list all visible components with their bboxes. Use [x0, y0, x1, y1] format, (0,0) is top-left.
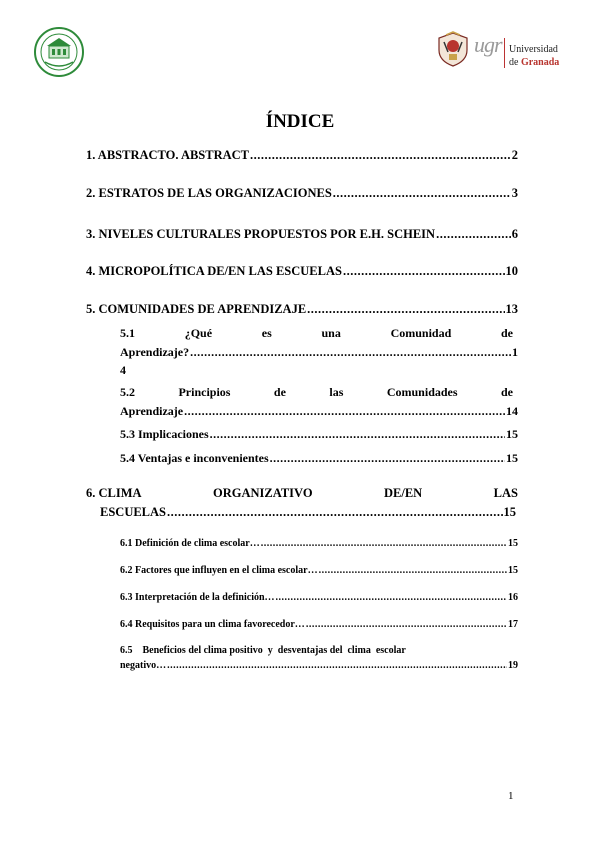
toc-label: Aprendizaje — [120, 404, 184, 418]
toc-label: 3. NIVELES CULTURALES PROPUESTOS POR E.H. SCHEIN — [86, 227, 436, 241]
toc-label: 6.3 Interpretación de la definición… — [120, 592, 275, 603]
faculty-logo-icon — [33, 26, 85, 78]
toc-word: Comunidades — [386, 385, 458, 399]
toc-entry-6-line1[interactable] — [86, 486, 518, 501]
toc-entry-3[interactable] — [86, 227, 518, 242]
toc-entry-6-2[interactable] — [120, 565, 518, 576]
toc-page: 15 — [508, 565, 518, 576]
toc-page: 15 — [506, 451, 518, 465]
toc-entry-4[interactable] — [86, 264, 518, 279]
toc-entry-1[interactable] — [86, 148, 518, 163]
logo-divider — [504, 38, 505, 68]
university-name-line2 — [509, 57, 559, 68]
toc-page-wrap: 4 — [120, 363, 126, 377]
toc-leader — [190, 345, 511, 360]
toc-label: 5.3 Implicaciones — [120, 427, 209, 441]
toc-leader — [167, 505, 503, 520]
toc-word: ¿Qué — [184, 326, 213, 340]
toc-word: las — [329, 385, 344, 399]
toc-page: 10 — [505, 264, 518, 278]
toc-leader — [306, 619, 507, 630]
toc-page: 1 — [512, 345, 518, 359]
toc-page: 15 — [506, 427, 518, 441]
toc-page: 13 — [505, 302, 518, 316]
toc-page: 2 — [511, 148, 518, 162]
toc-leader — [167, 660, 507, 671]
toc-word: LAS — [493, 486, 518, 500]
toc-page: 15 — [508, 538, 518, 549]
university-crest-icon — [434, 30, 472, 68]
toc-label: 4. MICROPOLÍTICA DE/EN LAS ESCUELAS — [86, 264, 342, 278]
toc-label: 6.1 Definición de clima escolar… — [120, 538, 260, 549]
toc-entry-2[interactable] — [86, 186, 518, 201]
toc-leader — [261, 538, 507, 549]
toc-leader — [343, 264, 505, 279]
toc-label: 2. ESTRATOS DE LAS ORGANIZACIONES — [86, 186, 332, 200]
toc-word: Principios — [178, 385, 231, 399]
toc-leader — [276, 592, 507, 603]
toc-entry-6-line2[interactable] — [100, 505, 516, 520]
toc-entry-6-1[interactable] — [120, 538, 518, 549]
toc-word: ORGANIZATIVO — [213, 486, 313, 500]
toc-label: negativo… — [120, 660, 167, 671]
toc-entry-5[interactable] — [86, 302, 518, 317]
toc-entry-5-1-line1[interactable] — [120, 326, 513, 341]
page-number: 1 — [508, 790, 514, 802]
toc-leader — [436, 227, 511, 242]
toc-label: 5.4 Ventajas e inconvenientes — [120, 451, 269, 465]
ugr-logo-text: ugr — [474, 32, 502, 57]
toc-leader — [210, 427, 505, 442]
toc-entry-5-4[interactable] — [120, 451, 518, 466]
university-name-line1: Universidad — [509, 44, 558, 55]
toc-page: 16 — [508, 592, 518, 603]
toc-word: 5.2 — [120, 385, 135, 399]
toc-leader — [333, 186, 511, 201]
toc-label: 1. ABSTRACTO. ABSTRACT — [86, 148, 250, 162]
toc-page: 15 — [503, 505, 516, 519]
toc-entry-6-4[interactable] — [120, 619, 518, 630]
toc-entry-6-3[interactable] — [120, 592, 518, 603]
toc-word: una — [321, 326, 341, 340]
toc-leader — [307, 302, 504, 317]
toc-entry-5-2-line2[interactable] — [120, 404, 518, 419]
toc-leader — [270, 451, 505, 466]
university-name-emph: Granada — [520, 57, 560, 68]
toc-page: 19 — [508, 660, 518, 671]
toc-leader — [184, 404, 505, 419]
toc-leader — [250, 148, 511, 163]
toc-entry-6-5-line2[interactable] — [120, 660, 518, 671]
toc-entry-5-3[interactable] — [120, 427, 518, 442]
toc-page: 3 — [511, 186, 518, 200]
toc-entry-6-5-line1[interactable]: 6.5 Beneficios del clima positivo y desventajas del clima escolar — [120, 645, 406, 656]
toc-word: 6. CLIMA — [86, 486, 142, 500]
toc-leader — [319, 565, 507, 576]
toc-page: 6 — [511, 227, 518, 241]
toc-word: 5.1 — [120, 326, 135, 340]
toc-entry-5-2-line1[interactable] — [120, 385, 513, 400]
toc-page: 17 — [508, 619, 518, 630]
toc-word: Comunidad — [390, 326, 452, 340]
toc-label: ESCUELAS — [100, 505, 166, 519]
toc-entry-5-1-line2[interactable] — [120, 345, 518, 360]
university-name-prefix: de — [509, 57, 519, 68]
toc-label: 5. COMUNIDADES DE APRENDIZAJE — [86, 302, 307, 316]
toc-word: es — [261, 326, 272, 340]
toc-label: 6.2 Factores que influyen en el clima escolar… — [120, 565, 318, 576]
toc-page: 14 — [506, 404, 518, 418]
toc-word: de — [501, 326, 513, 340]
toc-label: 6.4 Requisitos para un clima favorecedor… — [120, 619, 305, 630]
toc-label: Aprendizaje? — [120, 345, 190, 359]
toc-word: de — [500, 385, 513, 399]
toc-word: de — [273, 385, 286, 399]
page-title: ÍNDICE — [265, 111, 335, 132]
toc-word: DE/EN — [384, 486, 423, 500]
